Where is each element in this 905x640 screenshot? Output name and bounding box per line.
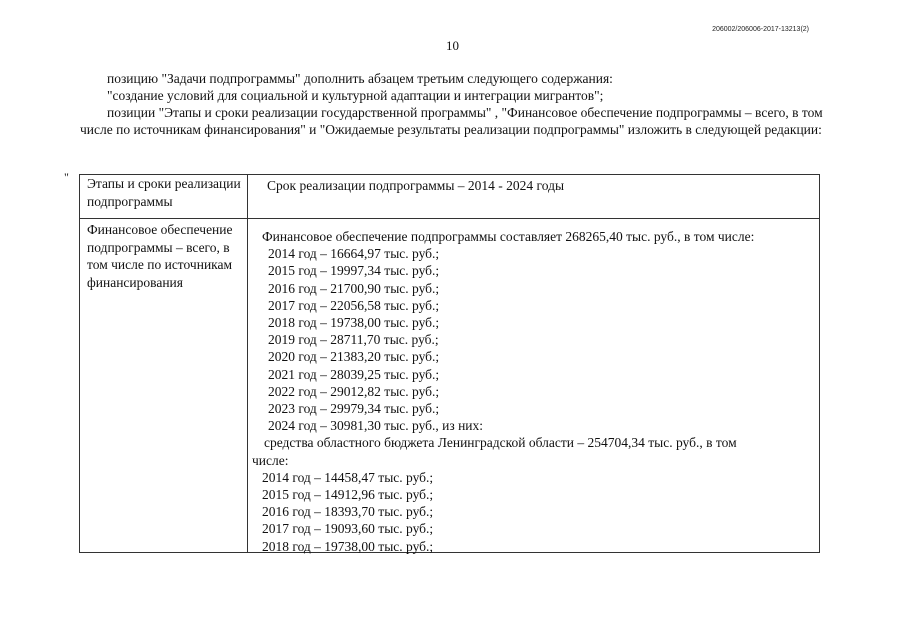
funding-line: 2015 год – 19997,34 тыс. руб.; bbox=[268, 263, 440, 279]
funding-line: 2015 год – 14912,96 тыс. руб.; bbox=[262, 487, 434, 503]
funding-line: 2017 год – 22056,58 тыс. руб.; bbox=[268, 297, 440, 313]
row2-label-cell: Финансовое обеспечение подпрограммы – всего, в том числе по источникам финансирования bbox=[87, 222, 233, 290]
funding-line: 2021 год – 28039,25 тыс. руб.; bbox=[268, 366, 440, 382]
funding-line: 2014 год – 14458,47 тыс. руб.; bbox=[262, 469, 434, 485]
funding-line: 2018 год – 19738,00 тыс. руб.; bbox=[268, 315, 440, 331]
funding-line: числе: bbox=[252, 452, 289, 468]
funding-line: 2024 год – 30981,30 тыс. руб., из них: bbox=[268, 418, 484, 434]
funding-line: 2016 год – 21700,90 тыс. руб.; bbox=[268, 280, 440, 296]
intro-paragraph-3: позиции "Этапы и сроки реализации государственной программы" , "Финансовое обеспечение подпрограммы – всего, в том числе по источникам финансирования" и "Ожидаемые результаты реализации подпрограммы" изложить в следующей редакции: bbox=[80, 105, 823, 137]
row2-value-cell bbox=[252, 228, 818, 555]
funding-line: 2023 год – 29979,34 тыс. руб.; bbox=[268, 401, 440, 417]
funding-line: Финансовое обеспечение подпрограммы составляет 268265,40 тыс. руб., в том числе: bbox=[262, 229, 755, 244]
table-row-divider bbox=[80, 218, 819, 219]
funding-line: 2022 год – 29012,82 тыс. руб.; bbox=[268, 383, 440, 399]
page-number: 10 bbox=[446, 38, 459, 53]
row1-label-cell: Этапы и сроки реализации подпрограммы bbox=[87, 176, 241, 209]
funding-line: 2020 год – 21383,20 тыс. руб.; bbox=[268, 349, 440, 365]
funding-line: 2017 год – 19093,60 тыс. руб.; bbox=[262, 521, 434, 537]
program-table bbox=[79, 174, 820, 553]
funding-line: 2018 год – 19738,00 тыс. руб.; bbox=[262, 538, 434, 554]
intro-paragraph-2: "создание условий для социальной и культурной адаптации и интеграции мигрантов"; bbox=[107, 88, 604, 103]
funding-line: 2019 год – 28711,70 тыс. руб.; bbox=[268, 332, 439, 348]
table-column-divider bbox=[247, 175, 248, 552]
funding-line: средства областного бюджета Ленинградской области – 254704,34 тыс. руб., в том bbox=[264, 435, 737, 451]
row1-value-cell: Срок реализации подпрограммы – 2014 - 2024 годы bbox=[267, 178, 565, 193]
funding-line: 2016 год – 18393,70 тыс. руб.; bbox=[262, 504, 434, 520]
intro-paragraph-1: позицию "Задачи подпрограммы" дополнить абзацем третьим следующего содержания: bbox=[107, 71, 613, 86]
document-id: 206002/206006-2017-13213(2) bbox=[712, 26, 809, 33]
opening-quote-mark: " bbox=[64, 170, 69, 184]
funding-line: 2014 год – 16664,97 тыс. руб.; bbox=[268, 246, 440, 262]
